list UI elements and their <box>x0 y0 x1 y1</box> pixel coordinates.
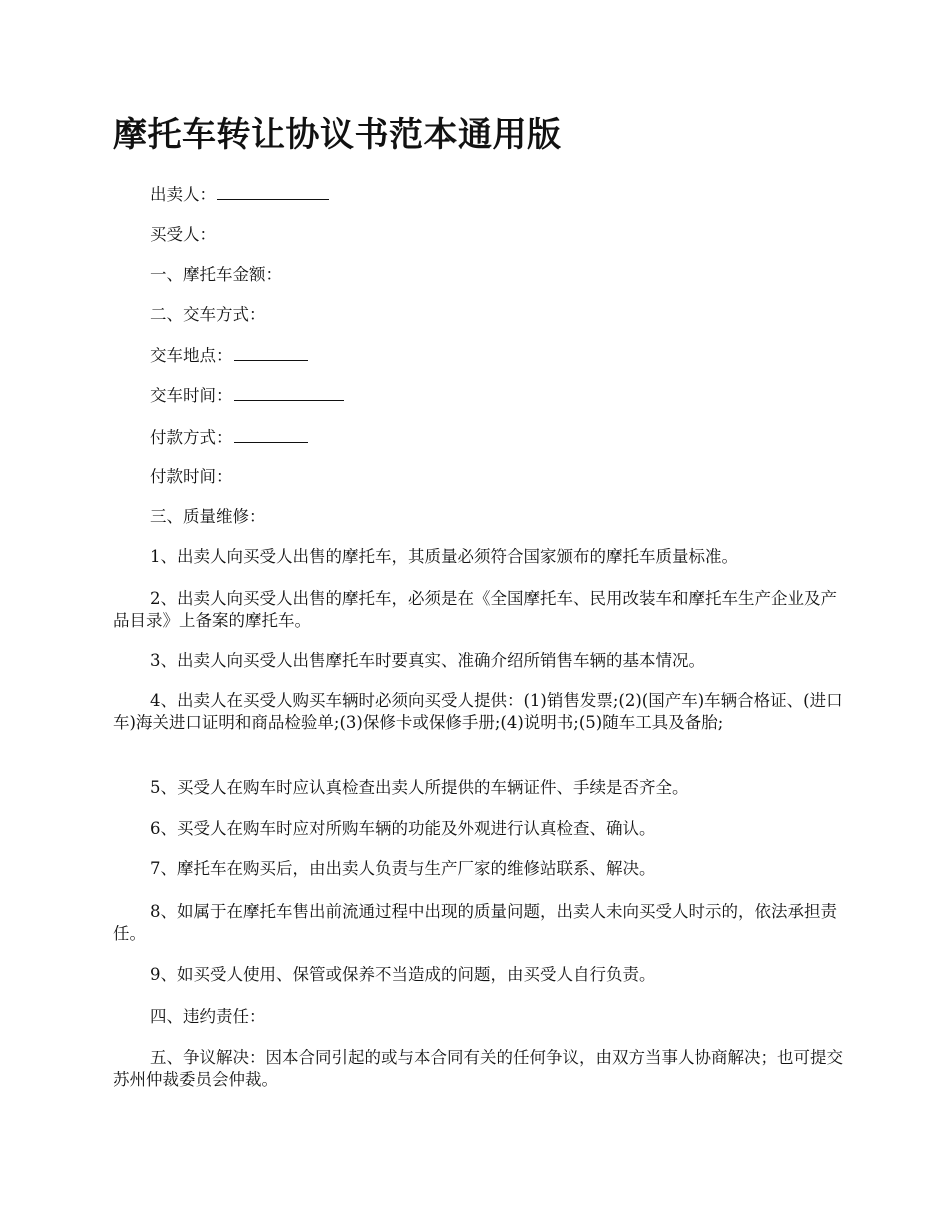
delivery-place-field <box>113 344 853 367</box>
delivery-time-blank-line <box>234 384 344 401</box>
delivery-time-field <box>113 384 853 407</box>
quality-item: 4、出卖人在买受人购买车辆时必须向买受人提供：(1)销售发票;(2)(国产车)车辆合格证、(进口车)海关进口证明和商品检验单;(3)保修卡或保修手册;(4)说明书;(5)随车工具及备胎; <box>113 691 843 732</box>
seller-blank-line <box>217 183 329 200</box>
amount-heading: 一、摩托车金额： <box>150 265 282 284</box>
document-title: 摩托车转让协议书范本通用版 <box>113 115 562 155</box>
delivery-time-label: 交车时间： <box>150 386 233 405</box>
section-5-paragraph: 五、争议解决：因本合同引起的或与本合同有关的任何争议，由双方当事人协商解决；也可提交苏州仲裁委员会仲裁。 <box>113 1048 843 1089</box>
quality-item: 3、出卖人向买受人出售摩托车时要真实、准确介绍所销售车辆的基本情况。 <box>150 651 705 670</box>
buyer-field <box>113 224 853 246</box>
payment-method-field <box>113 426 853 449</box>
quality-item: 5、买受人在购车时应认真检查出卖人所提供的车辆证件、手续是否齐全。 <box>150 778 689 797</box>
section-3-heading: 三、质量维修： <box>150 507 266 526</box>
section-4-heading: 四、违约责任： <box>150 1007 266 1026</box>
payment-time-field <box>113 466 853 488</box>
quality-item: 7、摩托车在购买后，由出卖人负责与生产厂家的维修站联系、解决。 <box>150 859 656 878</box>
quality-item: 1、出卖人向买受人出售的摩托车，其质量必须符合国家颁布的摩托车质量标准。 <box>150 547 738 566</box>
payment-time-label: 付款时间： <box>150 467 233 486</box>
quality-item: 9、如买受人使用、保管或保养不当造成的问题，由买受人自行负责。 <box>150 965 656 984</box>
quality-item: 6、买受人在购车时应对所购车辆的功能及外观进行认真检查、确认。 <box>150 819 656 838</box>
seller-label: 出卖人： <box>150 185 216 204</box>
delivery-place-label: 交车地点： <box>150 346 233 365</box>
seller-field <box>113 183 853 206</box>
payment-method-label: 付款方式： <box>150 428 233 447</box>
quality-item: 2、出卖人向买受人出售的摩托车，必须是在《全国摩托车、民用改装车和摩托车生产企业及产品目录》上备案的摩托车。 <box>113 589 837 630</box>
delivery-heading: 二、交车方式： <box>150 305 266 324</box>
delivery-place-blank-line <box>234 344 308 361</box>
quality-item: 8、如属于在摩托车售出前流通过程中出现的质量问题，出卖人未向买受人时示的，依法承担责任。 <box>113 902 837 943</box>
buyer-label: 买受人： <box>150 225 216 244</box>
payment-method-blank-line <box>234 426 308 443</box>
